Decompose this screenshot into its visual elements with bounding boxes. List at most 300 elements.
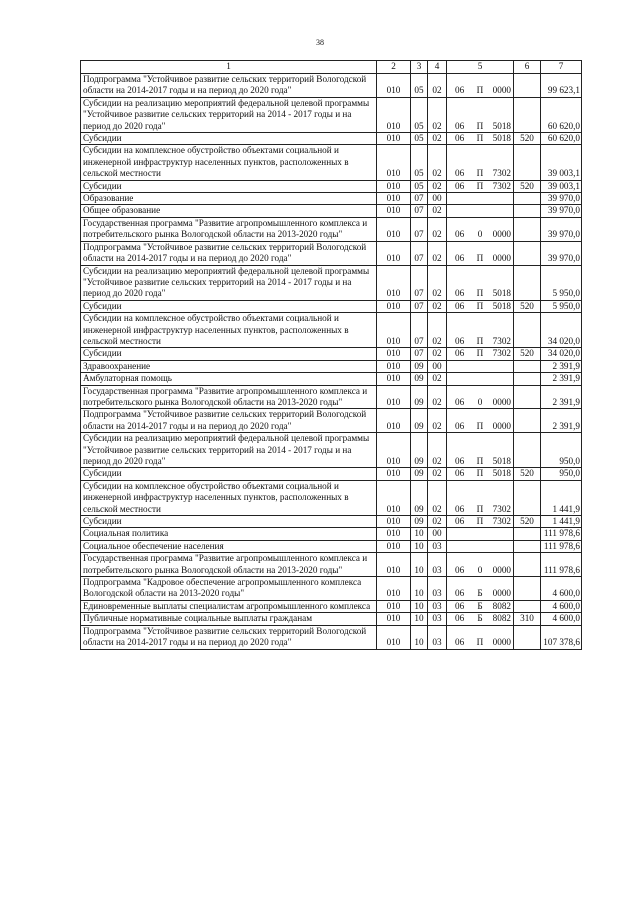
row-target-article (447, 313, 514, 348)
row-amount: 2 391,9 (541, 373, 582, 385)
row-target-article (447, 193, 514, 205)
row-section-code: 10 (411, 577, 428, 601)
row-expense-type (514, 373, 541, 385)
table-row (81, 145, 582, 180)
row-ministry-code: 010 (377, 300, 411, 312)
row-target-article (447, 540, 514, 552)
row-target-article (447, 625, 514, 649)
row-subsection-code: 02 (428, 468, 447, 480)
table-row (81, 265, 582, 300)
row-subsection-code: 00 (428, 360, 447, 372)
row-expense-type: 520 (514, 300, 541, 312)
table-row (81, 74, 582, 98)
row-target-article (447, 433, 514, 468)
row-subsection-code: 02 (428, 300, 447, 312)
row-description: Здравоохранение (81, 360, 377, 372)
target-article-subprogram: 0 (477, 229, 483, 240)
table-row (81, 300, 582, 312)
row-section-code: 10 (411, 528, 428, 540)
row-description: Субсидии на комплексное обустройство объектами социальной и инженерной инфраструктур населенных пунктов, расположенных в сельской местности (81, 145, 377, 180)
row-amount: 60 620,0 (541, 97, 582, 132)
target-article-direction: 5018 (492, 456, 511, 466)
row-section-code: 09 (411, 409, 428, 433)
row-expense-type (514, 409, 541, 433)
target-article-direction: 0000 (492, 229, 511, 240)
row-expense-type (514, 433, 541, 468)
row-target-article (447, 74, 514, 98)
target-article-subprogram: П (476, 300, 484, 311)
target-article-subprogram: Б (477, 588, 483, 599)
target-article-program: 06 (455, 335, 465, 346)
target-article-program: 06 (455, 420, 465, 431)
row-ministry-code: 010 (377, 540, 411, 552)
target-article-subprogram: П (476, 348, 484, 359)
row-ministry-code: 010 (377, 553, 411, 577)
row-expense-type (514, 205, 541, 217)
row-description: Государственная программа "Развитие агропромышленного комплекса и потребительского рынка Вологодской области на 2013-2020 годы" (81, 385, 377, 409)
target-article-direction: 0000 (492, 420, 511, 431)
target-article-direction: 7302 (492, 503, 511, 514)
target-article-subprogram: П (476, 180, 484, 191)
row-amount: 99 623,1 (541, 74, 582, 98)
row-expense-type (514, 553, 541, 577)
row-ministry-code: 010 (377, 313, 411, 348)
row-target-article (447, 600, 514, 612)
row-description: Социальное обеспечение населения (81, 540, 377, 552)
row-expense-type (514, 528, 541, 540)
table-row (81, 348, 582, 360)
row-expense-type (514, 480, 541, 515)
row-subsection-code: 02 (428, 433, 447, 468)
row-section-code: 09 (411, 373, 428, 385)
target-article-program: 06 (455, 348, 465, 359)
row-section-code: 07 (411, 300, 428, 312)
row-subsection-code: 02 (428, 348, 447, 360)
row-amount: 107 378,6 (541, 625, 582, 649)
target-article-program: 06 (455, 503, 465, 514)
row-ministry-code: 010 (377, 528, 411, 540)
row-subsection-code: 00 (428, 528, 447, 540)
target-article-subprogram: П (476, 288, 484, 299)
row-expense-type (514, 145, 541, 180)
row-amount: 111 978,6 (541, 528, 582, 540)
target-article-subprogram: 0 (477, 564, 483, 575)
row-subsection-code: 00 (428, 193, 447, 205)
row-target-article (447, 348, 514, 360)
target-article-program: 06 (455, 288, 465, 299)
target-article-subprogram: П (476, 120, 484, 131)
target-article-direction: 7302 (492, 335, 511, 346)
row-section-code: 07 (411, 193, 428, 205)
row-subsection-code: 03 (428, 613, 447, 625)
row-ministry-code: 010 (377, 468, 411, 480)
header-col-3: 3 (411, 61, 428, 74)
table-row (81, 613, 582, 625)
target-article-direction: 0000 (492, 253, 511, 264)
row-section-code: 09 (411, 480, 428, 515)
row-ministry-code: 010 (377, 133, 411, 145)
row-amount: 5 950,0 (541, 300, 582, 312)
row-expense-type: 520 (514, 468, 541, 480)
row-ministry-code: 010 (377, 480, 411, 515)
target-article-subprogram: П (476, 468, 484, 479)
row-ministry-code: 010 (377, 433, 411, 468)
row-amount: 4 600,0 (541, 577, 582, 601)
header-col-6: 6 (514, 61, 541, 74)
row-ministry-code: 010 (377, 180, 411, 192)
target-article-program: 06 (455, 613, 465, 624)
target-article-program: 06 (455, 588, 465, 599)
row-amount: 950,0 (541, 433, 582, 468)
row-description: Субсидии на реализацию мероприятий федеральной целевой программы "Устойчивое развитие сельских территорий на 2014 - 2017 годы и на период до 2020 года" (81, 433, 377, 468)
row-subsection-code: 02 (428, 373, 447, 385)
table-row (81, 625, 582, 649)
row-description: Подпрограмма "Устойчивое развитие сельских территорий Вологодской области на 2014-2017 годы и на период до 2020 года" (81, 241, 377, 265)
row-ministry-code: 010 (377, 348, 411, 360)
row-subsection-code: 03 (428, 553, 447, 577)
target-article-subprogram: П (476, 637, 484, 648)
row-section-code: 07 (411, 241, 428, 265)
row-section-code: 05 (411, 74, 428, 98)
row-description: Единовременные выплаты специалистам агропромышленного комплекса (81, 600, 377, 612)
row-subsection-code: 02 (428, 217, 447, 241)
row-target-article (447, 528, 514, 540)
row-target-article (447, 241, 514, 265)
target-article-program: 06 (455, 168, 465, 179)
row-target-article (447, 360, 514, 372)
row-amount: 2 391,9 (541, 385, 582, 409)
row-expense-type (514, 74, 541, 98)
target-article-direction: 0000 (492, 637, 511, 648)
budget-table (80, 60, 582, 650)
target-article-direction: 5018 (492, 288, 511, 299)
row-section-code: 07 (411, 348, 428, 360)
target-article-subprogram: П (476, 516, 484, 527)
row-section-code: 09 (411, 360, 428, 372)
row-subsection-code: 03 (428, 600, 447, 612)
row-target-article (447, 613, 514, 625)
row-section-code: 07 (411, 205, 428, 217)
row-amount: 2 391,9 (541, 360, 582, 372)
row-amount: 39 970,0 (541, 205, 582, 217)
target-article-program: 06 (455, 516, 465, 527)
target-article-direction: 5018 (492, 120, 511, 131)
table-row (81, 97, 582, 132)
row-ministry-code: 010 (377, 360, 411, 372)
row-ministry-code: 010 (377, 577, 411, 601)
row-description: Подпрограмма "Кадровое обеспечение агропромышленного комплекса Вологодской области на 2013-2020 годы" (81, 577, 377, 601)
row-expense-type (514, 241, 541, 265)
table-row (81, 313, 582, 348)
row-description: Субсидии (81, 300, 377, 312)
row-ministry-code: 010 (377, 409, 411, 433)
table-row (81, 528, 582, 540)
target-article-direction: 7302 (492, 180, 511, 191)
row-expense-type (514, 577, 541, 601)
target-article-direction: 0000 (492, 85, 511, 96)
row-amount: 111 978,6 (541, 553, 582, 577)
target-article-program: 06 (455, 133, 465, 144)
row-target-article (447, 217, 514, 241)
row-description: Подпрограмма "Устойчивое развитие сельских территорий Вологодской области на 2014-2017 годы и на период до 2020 года" (81, 625, 377, 649)
row-subsection-code: 02 (428, 145, 447, 180)
target-article-program: 06 (455, 600, 465, 611)
row-subsection-code: 02 (428, 97, 447, 132)
row-expense-type (514, 385, 541, 409)
row-amount: 39 970,0 (541, 241, 582, 265)
row-target-article (447, 516, 514, 528)
row-description: Субсидии (81, 348, 377, 360)
target-article-direction: 0000 (492, 564, 511, 575)
row-target-article (447, 205, 514, 217)
table-row (81, 600, 582, 612)
table-row (81, 577, 582, 601)
target-article-subprogram: П (476, 420, 484, 431)
table-row (81, 385, 582, 409)
target-article-program: 06 (455, 468, 465, 479)
row-amount: 39 003,1 (541, 145, 582, 180)
target-article-subprogram: П (476, 133, 484, 144)
row-ministry-code: 010 (377, 385, 411, 409)
row-expense-type: 520 (514, 133, 541, 145)
target-article-subprogram: П (476, 253, 484, 264)
target-article-program: 06 (455, 253, 465, 264)
row-expense-type: 310 (514, 613, 541, 625)
row-amount: 4 600,0 (541, 613, 582, 625)
row-description: Субсидии на комплексное обустройство объектами социальной и инженерной инфраструктур населенных пунктов, расположенных в сельской местности (81, 480, 377, 515)
row-subsection-code: 02 (428, 241, 447, 265)
row-section-code: 07 (411, 313, 428, 348)
target-article-direction: 0000 (492, 588, 511, 599)
row-ministry-code: 010 (377, 613, 411, 625)
table-row (81, 468, 582, 480)
row-expense-type: 520 (514, 516, 541, 528)
table-row (81, 193, 582, 205)
table-row (81, 241, 582, 265)
row-expense-type (514, 217, 541, 241)
row-ministry-code: 010 (377, 205, 411, 217)
row-subsection-code: 02 (428, 205, 447, 217)
row-subsection-code: 02 (428, 265, 447, 300)
row-description: Субсидии (81, 468, 377, 480)
row-target-article (447, 373, 514, 385)
target-article-subprogram: П (476, 168, 484, 179)
row-section-code: 09 (411, 433, 428, 468)
row-description: Субсидии (81, 133, 377, 145)
row-target-article (447, 97, 514, 132)
row-amount: 1 441,9 (541, 480, 582, 515)
row-expense-type (514, 360, 541, 372)
row-subsection-code: 02 (428, 516, 447, 528)
row-target-article (447, 133, 514, 145)
header-col-1: 1 (81, 61, 377, 74)
row-target-article (447, 180, 514, 192)
page-number: 38 (316, 38, 324, 47)
target-article-subprogram: П (476, 335, 484, 346)
table-row (81, 516, 582, 528)
row-section-code: 09 (411, 385, 428, 409)
table-row (81, 480, 582, 515)
row-amount: 2 391,9 (541, 409, 582, 433)
row-expense-type (514, 265, 541, 300)
row-description: Субсидии на комплексное обустройство объектами социальной и инженерной инфраструктур населенных пунктов, расположенных в сельской местности (81, 313, 377, 348)
table-row (81, 133, 582, 145)
row-section-code: 10 (411, 553, 428, 577)
row-target-article (447, 409, 514, 433)
row-ministry-code: 010 (377, 145, 411, 180)
row-expense-type (514, 313, 541, 348)
row-subsection-code: 03 (428, 625, 447, 649)
row-description: Субсидии на реализацию мероприятий федеральной целевой программы "Устойчивое развитие сельских территорий на 2014 - 2017 годы и на период до 2020 года" (81, 97, 377, 132)
table-row (81, 217, 582, 241)
row-description: Субсидии (81, 180, 377, 192)
row-expense-type (514, 600, 541, 612)
target-article-program: 06 (455, 396, 465, 407)
row-target-article (447, 468, 514, 480)
target-article-subprogram: П (476, 85, 484, 96)
target-article-subprogram: 0 (477, 396, 483, 407)
row-section-code: 10 (411, 625, 428, 649)
row-amount: 34 020,0 (541, 313, 582, 348)
row-description: Подпрограмма "Устойчивое развитие сельских территорий Вологодской области на 2014-2017 годы и на период до 2020 года" (81, 74, 377, 98)
header-col-7: 7 (541, 61, 582, 74)
target-article-program: 06 (455, 300, 465, 311)
row-amount: 39 970,0 (541, 193, 582, 205)
row-ministry-code: 010 (377, 516, 411, 528)
row-subsection-code: 03 (428, 577, 447, 601)
header-col-5: 5 (447, 61, 514, 74)
target-article-subprogram: П (476, 503, 484, 514)
row-expense-type: 520 (514, 180, 541, 192)
row-ministry-code: 010 (377, 373, 411, 385)
row-ministry-code: 010 (377, 217, 411, 241)
table-row (81, 433, 582, 468)
target-article-direction: 5018 (492, 468, 511, 479)
row-amount: 950,0 (541, 468, 582, 480)
row-ministry-code: 010 (377, 265, 411, 300)
row-target-article (447, 480, 514, 515)
target-article-subprogram: П (476, 456, 484, 466)
row-subsection-code: 02 (428, 313, 447, 348)
row-section-code: 10 (411, 613, 428, 625)
target-article-direction: 5018 (492, 300, 511, 311)
target-article-program: 06 (455, 120, 465, 131)
row-ministry-code: 010 (377, 97, 411, 132)
target-article-program: 06 (455, 180, 465, 191)
target-article-program: 06 (455, 456, 465, 466)
row-section-code: 10 (411, 540, 428, 552)
target-article-program: 06 (455, 564, 465, 575)
row-description: Государственная программа "Развитие агропромышленного комплекса и потребительского рынка Вологодской области на 2013-2020 годы" (81, 553, 377, 577)
row-amount: 111 978,6 (541, 540, 582, 552)
row-amount: 34 020,0 (541, 348, 582, 360)
row-section-code: 05 (411, 145, 428, 180)
row-target-article (447, 553, 514, 577)
row-description: Публичные нормативные социальные выплаты гражданам (81, 613, 377, 625)
header-col-2: 2 (377, 61, 411, 74)
row-section-code: 09 (411, 468, 428, 480)
row-section-code: 05 (411, 180, 428, 192)
row-section-code: 07 (411, 265, 428, 300)
row-description: Субсидии на реализацию мероприятий федеральной целевой программы "Устойчивое развитие сельских территорий на 2014 - 2017 годы и на период до 2020 года" (81, 265, 377, 300)
row-ministry-code: 010 (377, 600, 411, 612)
row-description: Образование (81, 193, 377, 205)
row-expense-type (514, 193, 541, 205)
table-header-row (81, 61, 582, 74)
target-article-subprogram: Б (477, 613, 483, 624)
row-ministry-code: 010 (377, 193, 411, 205)
row-expense-type (514, 97, 541, 132)
row-amount: 60 620,0 (541, 133, 582, 145)
row-section-code: 05 (411, 97, 428, 132)
target-article-direction: 8082 (492, 613, 511, 624)
row-section-code: 07 (411, 217, 428, 241)
target-article-direction: 0000 (492, 396, 511, 407)
row-expense-type (514, 625, 541, 649)
table-row (81, 540, 582, 552)
target-article-direction: 7302 (492, 168, 511, 179)
target-article-direction: 5018 (492, 133, 511, 144)
row-target-article (447, 577, 514, 601)
row-subsection-code: 02 (428, 74, 447, 98)
table-row (81, 360, 582, 372)
header-col-4: 4 (428, 61, 447, 74)
table-row (81, 553, 582, 577)
row-description: Амбулаторная помощь (81, 373, 377, 385)
row-ministry-code: 010 (377, 74, 411, 98)
row-target-article (447, 265, 514, 300)
target-article-direction: 7302 (492, 348, 511, 359)
row-description: Социальная политика (81, 528, 377, 540)
row-subsection-code: 02 (428, 385, 447, 409)
target-article-program: 06 (455, 637, 465, 648)
row-expense-type: 520 (514, 348, 541, 360)
target-article-direction: 8082 (492, 600, 511, 611)
row-subsection-code: 02 (428, 480, 447, 515)
row-target-article (447, 145, 514, 180)
row-ministry-code: 010 (377, 625, 411, 649)
row-description: Субсидии (81, 516, 377, 528)
target-article-subprogram: Б (477, 600, 483, 611)
row-amount: 39 970,0 (541, 217, 582, 241)
row-subsection-code: 03 (428, 540, 447, 552)
target-article-program: 06 (455, 85, 465, 96)
row-target-article (447, 300, 514, 312)
row-section-code: 09 (411, 516, 428, 528)
table-row (81, 373, 582, 385)
target-article-program: 06 (455, 229, 465, 240)
row-expense-type (514, 540, 541, 552)
row-ministry-code: 010 (377, 241, 411, 265)
row-description: Государственная программа "Развитие агропромышленного комплекса и потребительского рынка Вологодской области на 2013-2020 годы" (81, 217, 377, 241)
row-description: Подпрограмма "Устойчивое развитие сельских территорий Вологодской области на 2014-2017 годы и на период до 2020 года" (81, 409, 377, 433)
row-subsection-code: 02 (428, 180, 447, 192)
table-row (81, 180, 582, 192)
row-description: Общее образование (81, 205, 377, 217)
row-section-code: 05 (411, 133, 428, 145)
table-row (81, 409, 582, 433)
row-target-article (447, 385, 514, 409)
target-article-direction: 7302 (492, 516, 511, 527)
row-section-code: 10 (411, 600, 428, 612)
row-amount: 39 003,1 (541, 180, 582, 192)
row-amount: 1 441,9 (541, 516, 582, 528)
row-amount: 5 950,0 (541, 265, 582, 300)
row-subsection-code: 02 (428, 133, 447, 145)
row-subsection-code: 02 (428, 409, 447, 433)
table-row (81, 205, 582, 217)
row-amount: 4 600,0 (541, 600, 582, 612)
